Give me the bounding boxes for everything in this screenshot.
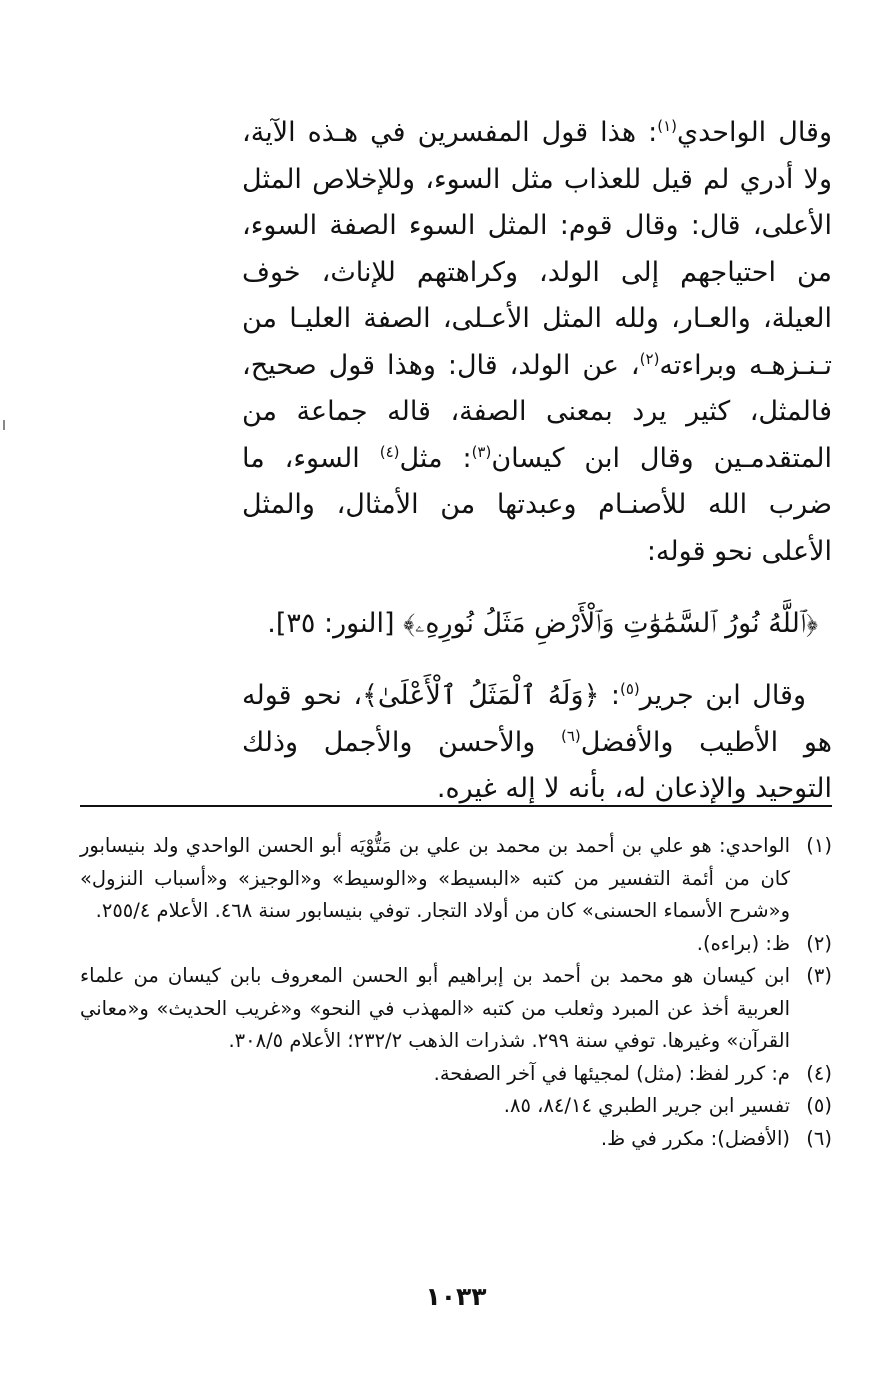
paragraph-wahidi xyxy=(242,110,832,575)
page xyxy=(80,110,832,1360)
footnote-ref-3: (٣) xyxy=(471,442,492,461)
footnote-number: (٦) xyxy=(806,1126,832,1150)
footnote xyxy=(80,1058,832,1091)
margin-mark xyxy=(3,420,5,430)
text-segment: : هذا قول المفسرين في هـذه الآية، ولا أدري لم قيل للعذاب مثل السوء، وللإخلاص المثل الأعلى، قال: وقال قوم: المثل السوء الصفة السوء، من احتياجهم إلى الولد، وكراهتهم للإناث، خوف العيلة، والعـار، ولله المثل الأعـلى، الصفة العليـا من تـنـزهـه وبراءته xyxy=(242,117,832,381)
footnote xyxy=(80,928,832,961)
quran-verse: ﴿ٱللَّهُ نُورُ ٱلسَّمَٰوَٰتِ وَٱلْأَرْضِ مَثَلُ نُورِهِۦ﴾ [النور: ٣٥]. xyxy=(267,608,818,639)
footnotes xyxy=(80,830,832,1155)
text-segment: السوء، ما ضرب الله للأصنـام وعبدتها من الأمثال، والمثل الأعلى نحو قوله: xyxy=(242,442,832,567)
footnote xyxy=(80,1123,832,1156)
text-segment: وقال الواحدي xyxy=(677,117,832,148)
footnote xyxy=(80,1090,832,1123)
text-segment: : ﴿وَلَهُ ٱلْمَثَلُ ٱلْأَعْلَىٰ﴾، نحو قوله هو الأطيب والأفضل xyxy=(242,680,833,758)
footnote-ref-6: (٦) xyxy=(560,726,581,745)
main-text xyxy=(242,110,832,813)
footnote xyxy=(80,960,832,1058)
footnote-number: (٢) xyxy=(806,931,832,955)
footnote-number: (٥) xyxy=(806,1094,832,1117)
footnote-number: (١) xyxy=(806,834,832,857)
footnote-text: ابن كيسان هو محمد بن أحمد بن إبراهيم أبو الحسن المعروف بابن كيسان من علماء العربية أخذ عن المبرد وثعلب من كتبه «المهذب في النحو» و«غريب الحديث» و«معاني القرآن» وغيرها. توفي سنة ٢٩٩. شذرات الذهب ٢٣٢/٢؛ الأعلام ٣٠٨/٥. xyxy=(80,964,790,1052)
footnote-text: ظ: (براءه). xyxy=(696,931,790,955)
footnote-ref-5: (٥) xyxy=(619,680,640,698)
footnote-ref-1: (١) xyxy=(657,117,677,135)
footnote-text: الواحدي: هو علي بن أحمد بن محمد بن علي بن مَتُّوْيَه أبو الحسن الواحدي ولد بنيسابور كان من أئمة التفسير من كتبه «البسيط» و«الوسيط» و«الوجيز» و«أسباب النزول» و«شرح الأسماء الحسنى» كان من أولاد التجار. توفي بنيسابور سنة ٤٦٨. الأعلام ٢٥٥/٤. xyxy=(80,834,790,922)
footnote-ref-4: (٤) xyxy=(379,442,400,461)
footnote-number: (٣) xyxy=(806,964,832,987)
text-segment: وقال ابن جرير xyxy=(639,680,807,711)
page-number: ١٠٣٣ xyxy=(425,1282,487,1311)
text-segment: ، عن الولد، قال: وهذا قول صحيح، فالمثل، كثير يرد بمعنى الصفة، قاله جماعة من المتقدمـين وقال ابن كيسان xyxy=(242,349,832,474)
paragraph-ibn-jarir xyxy=(242,673,832,813)
text-segment: : مثل xyxy=(399,442,472,474)
footnote xyxy=(80,830,832,928)
text-segment: والأحسن والأجمل وذلك التوحيد والإذعان له، بأنه لا إله غيره. xyxy=(242,726,832,804)
footnote-divider xyxy=(80,805,832,807)
footnote-text: تفسير ابن جرير الطبري ٨٤/١٤، ٨٥. xyxy=(503,1094,790,1117)
footnote-number: (٤) xyxy=(806,1061,832,1085)
footnote-text: م: كرر لفظ: (مثل) لمجيئها في آخر الصفحة. xyxy=(433,1061,790,1085)
footnote-ref-2: (٢) xyxy=(639,349,660,368)
footnote-text: (الأفضل): مكرر في ظ. xyxy=(600,1126,790,1150)
